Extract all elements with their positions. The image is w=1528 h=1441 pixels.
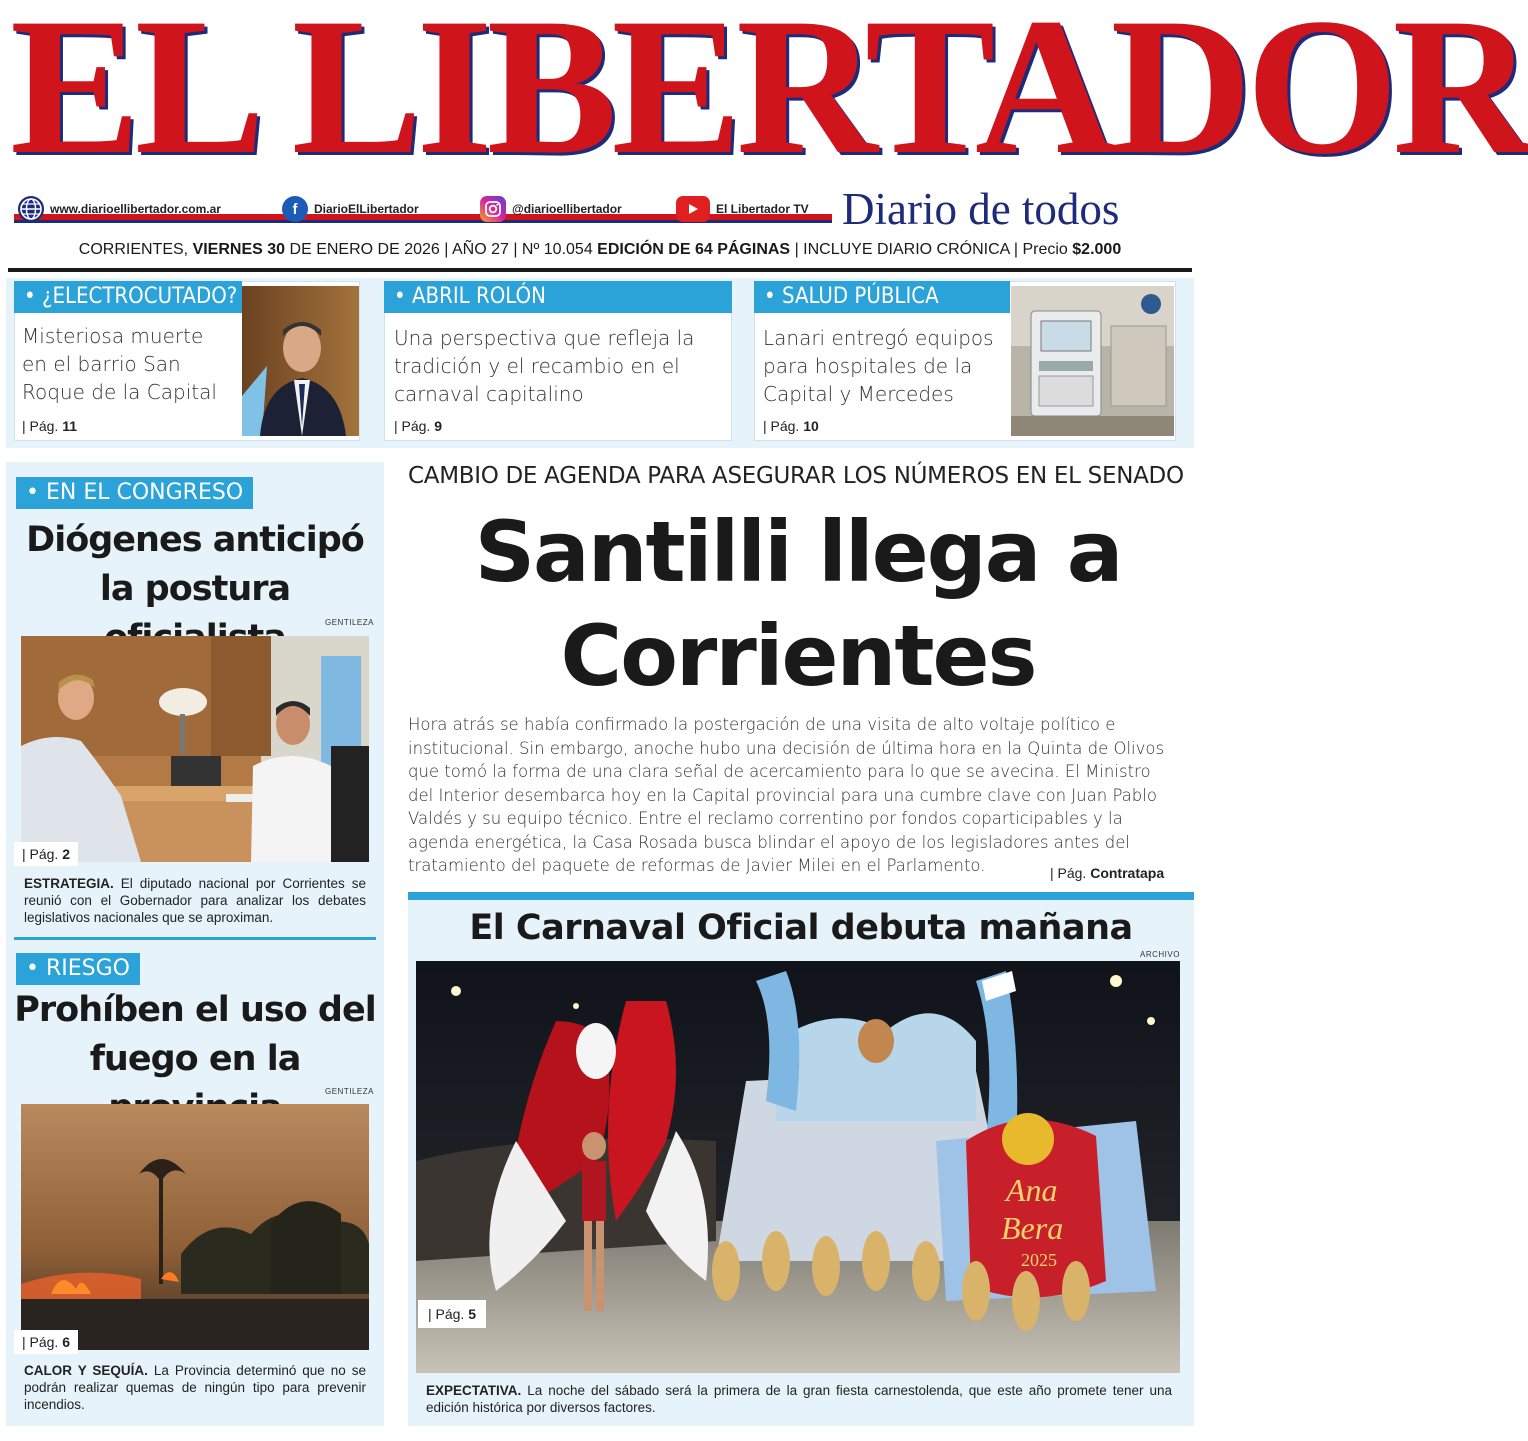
- header-rule: [8, 268, 1192, 272]
- teaser-text: Una perspectiva que refleja la tradición y el recambio en el carnaval capitalino: [394, 326, 695, 406]
- tagline: Diario de todos: [842, 184, 1120, 234]
- facebook-handle: DiarioElLibertador: [314, 202, 419, 216]
- globe-icon: [18, 196, 44, 222]
- teaser-text: Misteriosa muerte en el barrio San Roque de la Capital: [22, 324, 217, 404]
- headline-fuego[interactable]: Prohíben el uso del fuego en la: [14, 990, 376, 1079]
- facebook-icon: f: [282, 196, 308, 222]
- medical-equipment-photo: [1011, 286, 1174, 436]
- instagram-handle: @diarioellibertador: [512, 202, 622, 216]
- section-label-congreso: • EN EL CONGRESO: [16, 477, 253, 509]
- main-body: Hora atrás se había confirmado la postergación de una visita de alto voltaje político e institucional. Sin embargo, anoche hubo una decisión de última hora en la Quinta de Olivos que tomó la forma de una clara señal de acercamiento para lo que se avecina. El Ministro del Interior desembarca hoy en la Capital provincial para una cumbre clave con Juan Pablo Valdés y su equipo técnico. Entre el reclamo correntino por fondos coparticipables y la agenda energética, la Casa Rosada busca blindar el apoyo de los legisladores antes del tratamiento del paquete de reformas de Javier Milei en el Parlamento.: [408, 715, 1165, 875]
- caption-estrategia: ESTRATEGIA. El diputado nacional por Corrientes se reunió con el Gobernador para analizar los debates legislativos nacionales que se aproximan.: [24, 876, 366, 925]
- banner-year: 2025: [1021, 1250, 1057, 1270]
- banner-text-1: Ana: [1006, 1172, 1058, 1208]
- teaser-text: Lanari entregó equipos para hospitales de la Capital y Mercedes: [763, 326, 994, 406]
- carnaval-top-bar: [408, 892, 1194, 900]
- teaser-page: | Pág. 10: [763, 418, 819, 434]
- wildfire-photo: [21, 1104, 369, 1350]
- social-web[interactable]: [18, 194, 221, 224]
- main-kicker: CAMBIO DE AGENDA PARA ASEGURAR LOS NÚMEROS EN EL SENADO: [408, 463, 1184, 489]
- masthead: [0, 0, 1528, 195]
- social-youtube[interactable]: [676, 194, 809, 224]
- teaser-page: | Pág. 9: [394, 418, 443, 434]
- social-instagram[interactable]: [480, 194, 622, 224]
- youtube-handle: El Libertador TV: [716, 202, 809, 216]
- instagram-icon: [480, 196, 506, 222]
- teaser-label: • ¿ELECTROCUTADO?: [14, 281, 242, 313]
- headline-diogenes[interactable]: Diógenes anticipó la postura: [26, 520, 364, 609]
- teaser-label: • SALUD PÚBLICA: [754, 281, 1010, 313]
- photo-credit: ARCHIVO: [1140, 950, 1180, 959]
- teaser-page: | Pág. 11: [22, 418, 78, 434]
- web-url: www.diarioellibertador.com.ar: [50, 202, 221, 216]
- section-label-riesgo: • RIESGO: [16, 953, 140, 985]
- page-ref: | Pág. 5: [418, 1300, 486, 1328]
- youtube-icon: [676, 196, 710, 222]
- sidebar-divider: [14, 937, 376, 940]
- photo-credit: GENTILEZA: [325, 618, 374, 627]
- portrait-photo: [242, 286, 359, 436]
- carnaval-photo: [416, 961, 1180, 1373]
- teaser-label: • ABRIL ROLÓN: [384, 281, 732, 313]
- main-headline[interactable]: Santilli llega a Corrientes: [474, 503, 1122, 705]
- banner-text-2: Bera: [1001, 1210, 1064, 1246]
- meeting-photo: [21, 636, 369, 862]
- social-facebook[interactable]: [282, 194, 419, 224]
- carnaval-headline[interactable]: El Carnaval Oficial debuta mañana: [469, 908, 1133, 948]
- main-page-ref: | Pág. Contratapa: [1050, 865, 1165, 881]
- newspaper-title: EL LIBERTADOR: [10, 0, 1528, 195]
- dateline: CORRIENTES, VIERNES 30 DE ENERO DE 2026 | AÑO 27 | Nº 10.054 EDICIÓN DE 64 PÁGINAS | INCLUYE DIARIO CRÓNICA | Precio $2.000: [78, 241, 1122, 258]
- page-ref: | Pág. 6: [14, 1330, 78, 1354]
- page-ref: | Pág. 2: [14, 842, 78, 866]
- caption-calor: CALOR Y SEQUÍA. La Provincia determinó que no se podrán realizar quemas de ningún tipo para prevenir incendios.: [24, 1363, 366, 1412]
- caption-expectativa: EXPECTATIVA. La noche del sábado será la primera de la gran fiesta carnestolenda, que este año promete tener una edición histórica por diversos factores.: [426, 1383, 1172, 1415]
- photo-credit: GENTILEZA: [325, 1087, 374, 1096]
